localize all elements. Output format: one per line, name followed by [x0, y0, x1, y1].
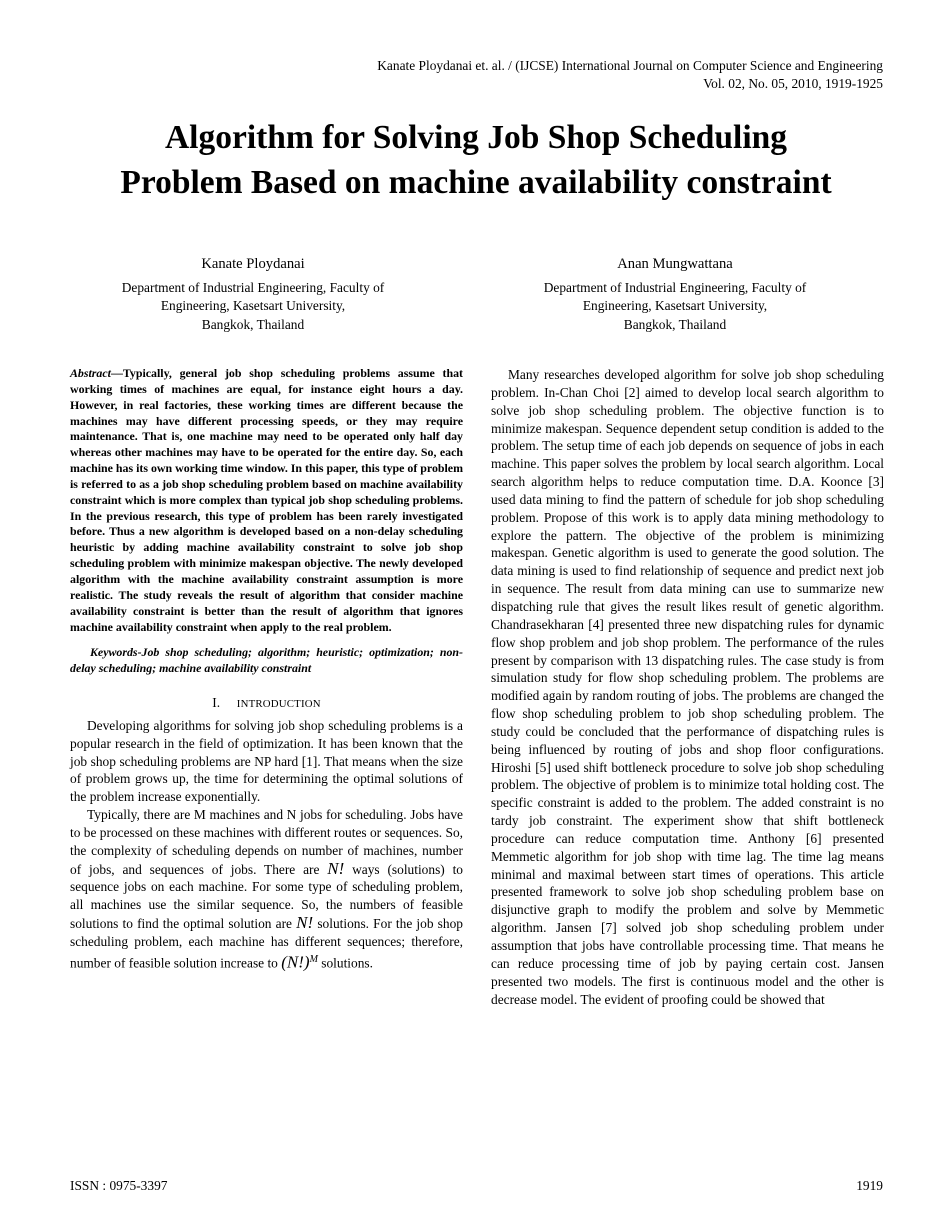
author-block-1: [60, 255, 446, 334]
math-power-base: (N!): [281, 952, 310, 972]
author-affiliation: Bangkok, Thailand: [623, 316, 727, 332]
section-number: I.: [212, 695, 221, 711]
math-power-exponent: M: [309, 953, 318, 965]
section-title: INTRODUCTION: [236, 698, 321, 711]
math-n-factorial: N!: [327, 858, 345, 878]
keywords: Keywords-Job shop scheduling; algorithm; heuristic; optimization; non-delay scheduling; machine availability constraint: [70, 645, 463, 676]
footer-issn: ISSN : 0975-3397: [70, 1178, 168, 1193]
intro-paragraph-1: Developing algorithms for solving job shop scheduling problems is a popular research in the field of optimization. It has been known that the job shop scheduling problems are NP hard [1]. That means when the size of problem grows up, the time for determining the optimal solutions of the problem increase exponentially.: [70, 717, 463, 805]
intro-text: Typically, there are M machines and N jobs for scheduling. Jobs have to be processed on these machines with different routes or sequences. So, the complexity of scheduling depends on number of machines, number of jobs, and sequences of jobs. There are: [70, 807, 463, 877]
section-heading: [70, 694, 463, 714]
author-affiliation: Engineering, Kasetsart University,: [160, 298, 346, 313]
footer-page-number: 1919: [856, 1178, 883, 1193]
math-n-factorial: N!: [296, 913, 314, 933]
related-work-paragraph: Many researches developed algorithm for solve job shop scheduling problem. In-Chan Choi [2] aimed to develop local search algorithm to solve job shop scheduling problem. The objective function is to minimize makespan. Sequence dependent setup condition is added to the problem. The setup time of each job depends on sequence of jobs in each machine. This paper solves the problem by local search algorithm. Local search algorithm helps to reduce computation time. D.A. Koonce [3] used data mining to find the pattern of schedule for job shop scheduling problem. Propose of this work is to apply data mining methodology to explore the pattern. The objective of the problem is minimizing makespan. Genetic algorithm is used to generate the good solution. The data mining is used to find relationship of sequence and predict next job in sequence. The result from data mining can use to summarize new dispatching rule that gives the result likes result of genetic algorithm. Chandrasekharan [4] presented three new dispatching rules for dynamic flow shop problem and job shop problem. The performance of the rules present by comparison with 13 dispatching rules. The case study is from simulation study for flow shop scheduling problem. The problems are modified again by random routing of jobs. The problems are changed the flow shop scheduling problem to job shop scheduling problem. The study could be concluded that the performance of dispatching rules is being influenced by routing of jobs and shop floor configurations. Hiroshi [5] used shift bottleneck procedure to solve job shop scheduling problem. The objective of problem is to minimize total holding cost. The specific constraint is added to the problem. The added constraint is no tardy job constraint. The experiment show that shift bottleneck procedure can reduce computation time. Anthony [6] presented Memmetic algorithm for job shop with time lag. The time lag means minimal and maximal between start times of operations. This article presented framework to solve job shop scheduling problem base on disjunctive graph to modify the problem and solve by Memmetic algorithm. Jansen [7] solved job shop scheduling problem under assumption that jobs have controllable processing time. That means he can reduce processing time of job by paying certain cost. Jansen presented two models. The first is continuous model and the other is decrease model. The evident of proofing could be showed that: [491, 367, 884, 1007]
abstract-label: Abstract: [70, 366, 111, 380]
intro-text: solutions.: [321, 955, 373, 971]
intro-text: ways (solutions) to sequence jobs on each machine. For some type of scheduling problem, all machines use the similar sequence. So, the numbers of feasible solutions to find the optimal solution are: [70, 861, 463, 932]
author-affiliation: Engineering, Kasetsart University,: [582, 298, 768, 313]
author-affiliation: Department of Industrial Engineering, Faculty of: [543, 279, 807, 295]
right-column: [491, 366, 884, 1008]
intro-text: solutions. For the job shop scheduling problem, each machine has different sequences; therefore, number of feasible solution increase to: [70, 916, 463, 971]
left-column: [70, 366, 463, 972]
author-name: Kanate Ploydanai: [201, 256, 305, 272]
author-block-2: [480, 255, 870, 334]
paper-title: [40, 115, 912, 205]
title-line-2: Problem Based on machine availability constraint: [120, 164, 832, 201]
author-name: Anan Mungwattana: [617, 256, 733, 272]
author-affiliation: Bangkok, Thailand: [201, 316, 305, 332]
abstract: [70, 366, 463, 635]
author-affiliation: Department of Industrial Engineering, Faculty of: [121, 279, 385, 295]
header-volume-line: Vol. 02, No. 05, 2010, 1919-1925: [703, 76, 883, 91]
title-line-1: Algorithm for Solving Job Shop Scheduling: [164, 119, 788, 156]
header-journal-line: Kanate Ploydanai et. al. / (IJCSE) International Journal on Computer Science and Engineering: [377, 58, 883, 73]
abstract-text: —Typically, general job shop scheduling problems assume that working times of machines are equal, for instance eight hours a day. However, in real factories, these working times are different because the machines may have different processing speeds, or they may require maintenance. That is, one machine may need to be operated only half day whereas other machines may have to be operated for the entire day. So, each machine has its own working time window. In this paper, this type of problem is referred to as a job shop scheduling problem based on machine availability constraint which is more complex than typical job shop scheduling problems. In the previous research, this type of problem has been rarely investigated before. Thus a new algorithm is developed based on a non-delay scheduling heuristic by adding machine availability constraint to solve job shop scheduling problem with minimize makespan objective. The newly developed algorithm with the machine availability constraint assumption is more realistic. The study reveals the result of algorithm that consider machine availability constraint is better than the result of algorithm that ignores machine availability constraint when apply to the real problem.: [70, 366, 463, 634]
intro-paragraph-2: [70, 806, 463, 972]
running-header: [377, 57, 883, 93]
